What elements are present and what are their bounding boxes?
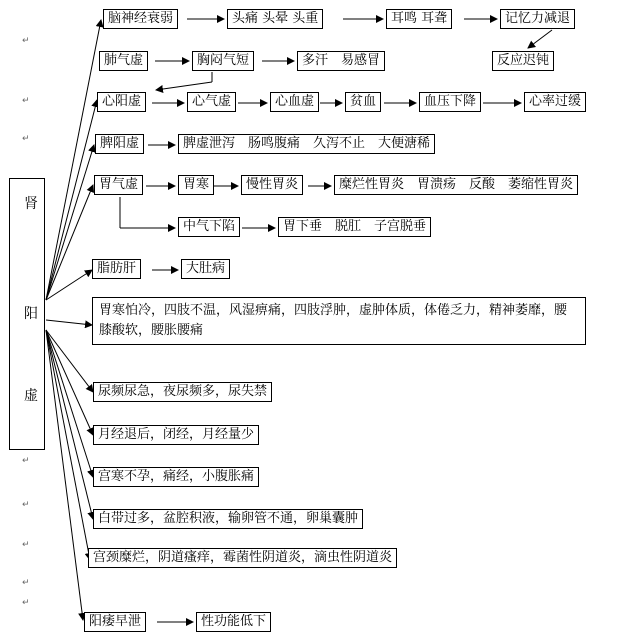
paragraph-mark: ↵	[22, 96, 30, 106]
paragraph-mark: ↵	[22, 134, 30, 144]
root-char-3: 虚	[24, 388, 38, 404]
box-qi-sinking: 中气下陷	[178, 217, 240, 237]
box-slow-reaction: 反应迟钝	[492, 51, 554, 71]
box-slow-heart-rate: 心率过缓	[524, 92, 586, 112]
paragraph-mark: ↵	[22, 456, 30, 466]
box-discharge: 白带过多，盆腔积液，输卵管不通，卵巢囊肿	[93, 509, 363, 529]
box-fatty-liver: 脂肪肝	[92, 259, 141, 279]
box-tinnitus: 耳鸣 耳聋	[386, 9, 452, 29]
box-low-blood-pressure: 血压下降	[419, 92, 481, 112]
box-lung-qi: 肺气虚	[99, 51, 148, 71]
paragraph-mark: ↵	[22, 578, 30, 588]
box-cervical: 宫颈糜烂，阴道瘙痒，霉菌性阴道炎，滴虫性阴道炎	[88, 548, 397, 568]
box-cold-symptoms: 胃寒怕冷，四肢不温，风湿痹痛，四肢浮肿，虚肿体质，体倦乏力，精神萎靡，腰膝酸软，腰胀腰痛	[92, 297, 586, 345]
paragraph-mark: ↵	[22, 500, 30, 510]
paragraph-mark: ↵	[22, 36, 30, 46]
box-headache: 头痛 头晕 头重	[227, 9, 323, 29]
box-low-sexual-function: 性功能低下	[196, 612, 271, 632]
box-stomach-qi: 胃气虚	[94, 175, 143, 195]
root-box-kidney-yang-deficiency	[9, 178, 45, 450]
box-infertility: 宫寒不孕，痛经，小腹胀痛	[93, 467, 259, 487]
box-urinary: 尿频尿急，夜尿频多，尿失禁	[93, 382, 272, 402]
box-anemia: 贫血	[345, 92, 381, 112]
box-memory-decline: 记忆力减退	[500, 9, 575, 29]
box-sweating: 多汗 易感冒	[297, 51, 385, 71]
box-erosive-gastritis: 糜烂性胃炎 胃溃疡 反酸 萎缩性胃炎	[334, 175, 578, 195]
box-chronic-gastritis: 慢性胃炎	[241, 175, 303, 195]
box-heart-blood: 心血虚	[270, 92, 319, 112]
box-chest-tightness: 胸闷气短	[192, 51, 254, 71]
box-menstrual: 月经退后，闭经，月经量少	[93, 425, 259, 445]
root-char-2: 阳	[24, 306, 38, 322]
box-neurasthenia: 脑神经衰弱	[103, 9, 178, 29]
box-prolapse: 胃下垂 脱肛 子宫脱垂	[278, 217, 431, 237]
box-stomach-cold: 胃寒	[178, 175, 214, 195]
box-big-belly: 大肚病	[181, 259, 230, 279]
box-spleen-symptoms: 脾虚泄泻 肠鸣腹痛 久泻不止 大便溏稀	[178, 134, 435, 154]
paragraph-mark: ↵	[22, 598, 30, 608]
box-heart-yang: 心阳虚	[97, 92, 146, 112]
root-char-1: 肾	[24, 196, 38, 212]
box-impotence: 阳痿早泄	[84, 612, 146, 632]
box-heart-qi: 心气虚	[187, 92, 236, 112]
paragraph-mark: ↵	[22, 540, 30, 550]
box-spleen-yang: 脾阳虚	[95, 134, 144, 154]
